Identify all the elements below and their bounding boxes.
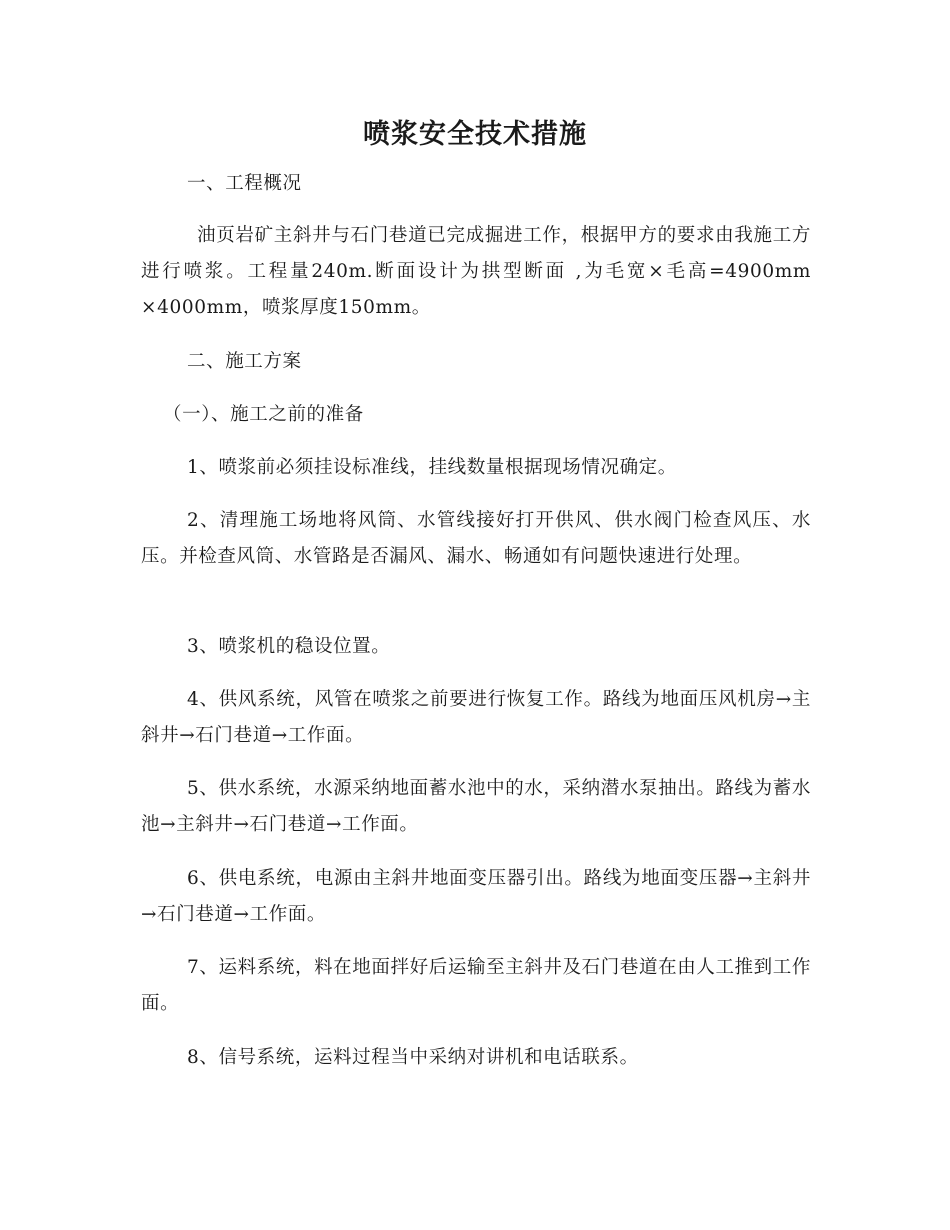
- section-heading-overview: 一、工程概况: [187, 173, 302, 194]
- document-title: 喷浆安全技术措施: [363, 119, 587, 150]
- paragraph-overview: 油页岩矿主斜井与石门巷道已完成掘进工作，根据甲方的要求由我施工方进行喷浆。工程量240m.断面设计为拱型断面 ,为毛宽×毛高=4900mm ×4000mm，喷浆厚度150mm。: [141, 225, 811, 318]
- list-item-7: 7、运料系统，料在地面拌好后运输至主斜井及石门巷道在由人工推到工作面。: [141, 957, 811, 1014]
- list-item-3: 3、喷浆机的稳设位置。: [187, 636, 391, 657]
- list-item-5: 5、供水系统，水源采纳地面蓄水池中的水，采纳潜水泵抽出。路线为蓄水池→主斜井→石门巷道→工作面。: [141, 778, 811, 835]
- list-item-6: 6、供电系统，电源由主斜井地面变压器引出。路线为地面变压器→主斜井→石门巷道→工作面。: [141, 868, 811, 925]
- list-item-8: 8、信号系统，运料过程当中采纳对讲机和电话联系。: [187, 1047, 639, 1068]
- list-item-2: 2、清理施工场地将风筒、水管线接好打开供风、供水阀门检查风压、水压。并检查风筒、水管路是否漏风、漏水、畅通如有问题快速进行处理。: [141, 510, 811, 567]
- subsection-heading-prep: （一）、施工之前的准备: [163, 404, 364, 425]
- section-heading-plan: 二、施工方案: [187, 351, 302, 372]
- list-item-4: 4、供风系统，风管在喷浆之前要进行恢复工作。路线为地面压风机房→主斜井→石门巷道→工作面。: [141, 689, 811, 746]
- list-item-1: 1、喷浆前必须挂设标准线，挂线数量根据现场情况确定。: [187, 457, 677, 478]
